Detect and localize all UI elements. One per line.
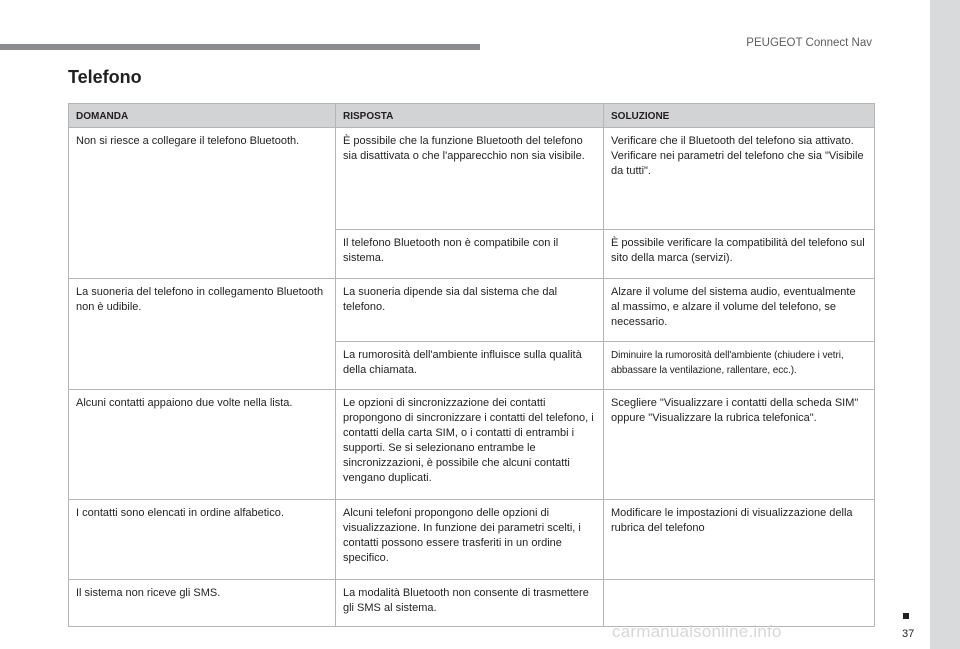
answer-cell: È possibile che la funzione Bluetooth del telefono sia disattivata o che l'apparecchio non sia visibile.	[336, 128, 604, 230]
solution-cell: È possibile verificare la compatibilità del telefono sul sito della marca (servizi).	[604, 230, 875, 279]
solution-cell: Diminuire la rumorosità dell'ambiente (chiudere i vetri, abbassare la ventilazione, rallentare, ecc.).	[604, 342, 875, 390]
answer-cell: La modalità Bluetooth non consente di trasmettere gli SMS al sistema.	[336, 580, 604, 627]
table-row	[69, 279, 875, 342]
question-cell: La suoneria del telefono in collegamento Bluetooth non è udibile.	[69, 279, 336, 390]
watermark: carmanualsonline.info	[612, 622, 782, 641]
answer-cell: Le opzioni di sincronizzazione dei contatti propongono di sincronizzare i contatti del telefono, i contatti della carta SIM, o i contatti di entrambi i supporti. Se si selezionano entrambe le sincronizzazioni, è possibile che alcuni contatti vengano duplicati.	[336, 390, 604, 500]
solution-cell	[604, 580, 875, 627]
question-cell: Alcuni contatti appaiono due volte nella lista.	[69, 390, 336, 500]
table-row	[69, 390, 875, 500]
question-cell: Non si riesce a collegare il telefono Bluetooth.	[69, 128, 336, 279]
solution-cell: Alzare il volume del sistema audio, eventualmente al massimo, e alzare il volume del telefono, se necessario.	[604, 279, 875, 342]
solution-text: Verificare che il Bluetooth del telefono sia attivato. Verificare nei parametri del telefono che sia "Visibile da tutti".	[611, 135, 864, 177]
table-row	[69, 580, 875, 627]
header-rule	[0, 44, 480, 50]
question-cell: I contatti sono elencati in ordine alfabetico.	[69, 500, 336, 580]
table-row	[69, 128, 875, 230]
side-margin-strip	[930, 0, 960, 649]
solution-cell: Modificare le impostazioni di visualizzazione della rubrica del telefono	[604, 500, 875, 580]
header-risposta: RISPOSTA	[336, 104, 604, 128]
answer-cell: La rumorosità dell'ambiente influisce sulla qualità della chiamata.	[336, 342, 604, 390]
answer-cell: La suoneria dipende sia dal sistema che dal telefono.	[336, 279, 604, 342]
faq-table	[68, 103, 875, 627]
solution-cell	[604, 128, 875, 230]
header-domanda: DOMANDA	[69, 104, 336, 128]
page-marker	[903, 613, 909, 619]
header-brand: PEUGEOT Connect Nav	[746, 37, 872, 49]
page-number: 37	[902, 628, 915, 640]
answer-cell: Il telefono Bluetooth non è compatibile con il sistema.	[336, 230, 604, 279]
answer-cell: Alcuni telefoni propongono delle opzioni di visualizzazione. In funzione dei parametri scelti, i contatti possono essere trasferiti in un ordine specifico.	[336, 500, 604, 580]
table-header-row	[69, 104, 875, 128]
solution-cell: Scegliere "Visualizzare i contatti della scheda SIM" oppure "Visualizzare la rubrica telefonica".	[604, 390, 875, 500]
question-cell: Il sistema non riceve gli SMS.	[69, 580, 336, 627]
section-title: Telefono	[68, 67, 142, 87]
header-soluzione: SOLUZIONE	[604, 104, 875, 128]
table-row	[69, 500, 875, 580]
